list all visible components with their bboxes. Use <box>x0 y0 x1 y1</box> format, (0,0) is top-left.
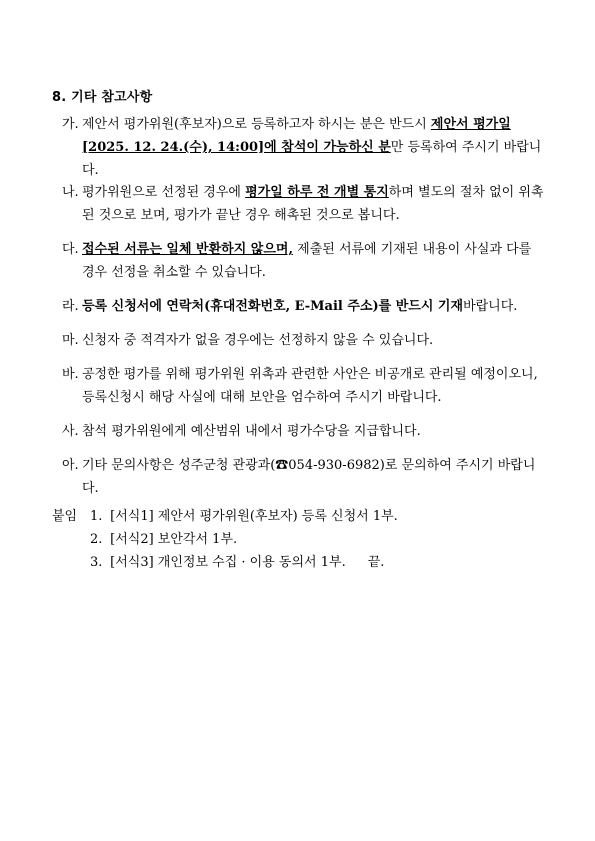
section-heading: 8. 기타 참고사항 <box>52 90 153 105</box>
item-marker: 라. <box>62 299 79 314</box>
notice-item-ma <box>62 329 546 352</box>
attachments-label: 붙임 <box>52 509 78 524</box>
notice-item-ba <box>62 363 546 409</box>
item-text: 공정한 평가를 위해 평가위원 위촉과 관련한 사안은 비공개로 관리될 예정이오니, 등록신청시 해당 사실에 대해 보안을 엄수하여 주시기 바랍니다. <box>82 367 538 405</box>
item-text: 등록 신청서에 연락처(휴대전화번호, E-Mail 주소)를 반드시 기재바랍니다. <box>82 299 518 314</box>
notice-item-ra <box>62 295 546 318</box>
item-marker: 다. <box>62 242 79 257</box>
item-text: 신청자 중 적격자가 없을 경우에는 선정하지 않을 수 있습니다. <box>82 333 434 348</box>
item-marker: 가. <box>62 117 79 132</box>
notice-item-sa <box>62 420 546 443</box>
notice-item-na <box>62 181 546 227</box>
end-mark: 끝. <box>367 555 385 570</box>
item-text: 접수된 서류는 일체 반환하지 않으며, 제출된 서류에 기재된 내용이 사실과 다를 경우 선정을 취소할 수 있습니다. <box>82 242 532 280</box>
item-text: 평가위원으로 선정된 경우에 평가일 하루 전 개별 통지하며 별도의 절차 없이 위촉된 것으로 보며, 평가가 끝난 경우 해촉된 것으로 봅니다. <box>82 185 544 223</box>
notice-item-da <box>62 238 546 284</box>
item-text: 참석 평가위원에게 예산범위 내에서 평가수당을 지급합니다. <box>82 424 421 439</box>
item-marker: 나. <box>62 185 79 200</box>
notice-item-a <box>62 454 546 500</box>
item-marker: 사. <box>62 424 79 439</box>
attachments-block <box>52 505 398 574</box>
attachment-item: 1. [서식1] 제안서 평가위원(후보자) 등록 신청서 1부. <box>90 509 398 524</box>
notice-item-ga <box>62 113 546 182</box>
item-text: 제안서 평가위원(후보자)으로 등록하고자 하시는 분은 반드시 제안서 평가일[2025. 12. 24.(수), 14:00]에 참석이 가능하신 분만 등록하여 주시기 바랍니다. <box>82 117 542 178</box>
emphasis-text: 등록 신청서에 연락처(휴대전화번호, E-Mail 주소)를 반드시 기재 <box>82 299 464 314</box>
item-marker: 아. <box>62 458 79 473</box>
emphasis-text: 제안서 평가일[2025. 12. 24.(수), 14:00]에 참석이 가능하신 분 <box>82 117 511 155</box>
emphasis-text: 접수된 서류는 일체 반환하지 않으며, <box>82 242 293 257</box>
item-marker: 마. <box>62 333 79 348</box>
item-text: 기타 문의사항은 성주군청 관광과(☎054-930-6982)로 문의하여 주시기 바랍니다. <box>82 458 536 496</box>
attachment-item: 2. [서식2] 보안각서 1부. <box>90 532 238 547</box>
item-marker: 바. <box>62 367 79 382</box>
emphasis-text: 평가일 하루 전 개별 통지 <box>245 185 389 200</box>
attachment-item: 3. [서식3] 개인정보 수집 · 이용 동의서 1부. 끝. <box>90 555 385 570</box>
